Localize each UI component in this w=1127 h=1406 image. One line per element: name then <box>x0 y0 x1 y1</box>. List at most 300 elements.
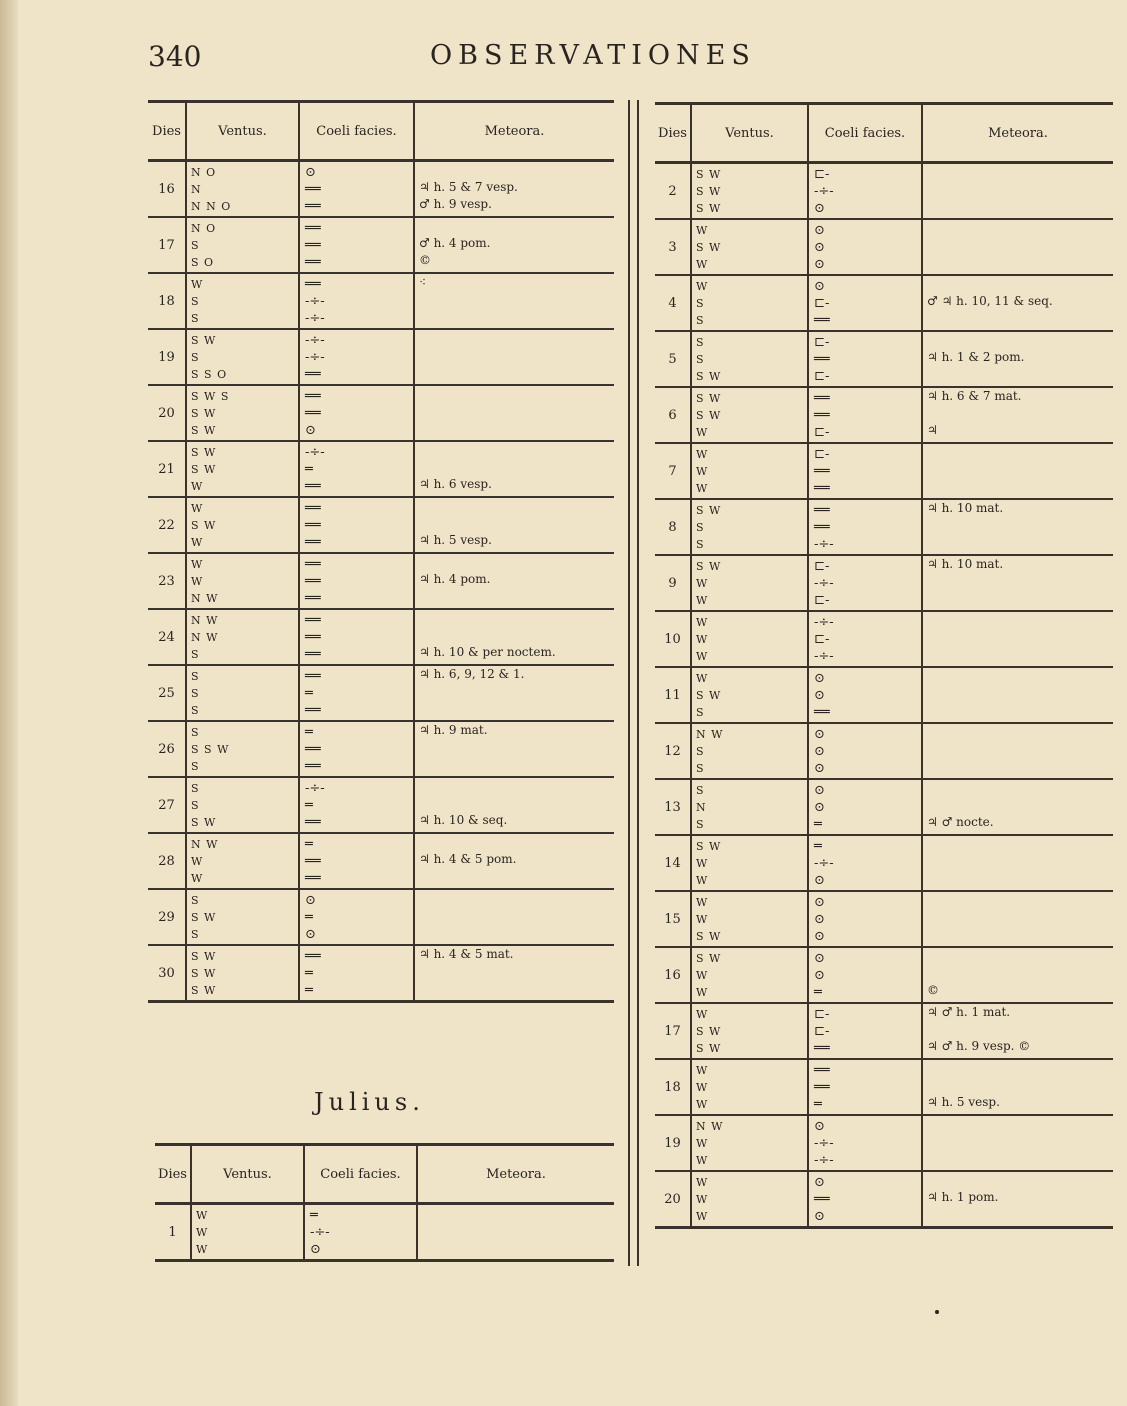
day-number: 11 <box>655 667 691 723</box>
meteora-note <box>419 498 614 515</box>
sky-symbol: ══ <box>305 702 321 718</box>
wind-direction: W <box>696 447 709 461</box>
wind-direction: S W <box>696 408 722 422</box>
sky-symbol: ⊏- <box>814 295 830 311</box>
meteora-cell <box>922 499 1113 555</box>
coeli-cell <box>808 779 922 835</box>
sky-symbol: ══ <box>305 254 321 270</box>
day-number: 7 <box>655 443 691 499</box>
coeli-cell <box>304 1204 417 1261</box>
sky-symbol: -÷- <box>310 1224 330 1240</box>
coeli-cell <box>808 331 922 387</box>
ventus-cell <box>186 441 299 497</box>
sky-symbol: ═ <box>305 982 313 998</box>
day-number: 5 <box>655 331 691 387</box>
ventus-cell <box>186 889 299 945</box>
wind-direction: W <box>696 593 709 607</box>
header-meteora: Meteora. <box>414 102 614 161</box>
meteora-note <box>927 590 1113 607</box>
ventus-cell <box>191 1204 304 1261</box>
meteora-cell <box>922 835 1113 891</box>
wind-direction: N O <box>191 165 217 179</box>
coeli-cell <box>808 947 922 1003</box>
header-ventus: Ventus. <box>691 104 808 163</box>
sky-symbol: ⊙ <box>814 278 825 294</box>
meteora-note: ♃ h. 5 vesp. <box>927 1095 1000 1109</box>
meteora-note <box>927 1021 1113 1038</box>
wind-direction: N W <box>191 613 219 627</box>
meteora-note <box>927 1206 1113 1223</box>
meteora-note <box>927 1116 1113 1133</box>
sky-symbol: ══ <box>814 704 830 720</box>
sky-symbol: ══ <box>814 407 830 423</box>
sky-symbol: ══ <box>814 312 830 328</box>
sky-symbol: ⊏- <box>814 166 830 182</box>
sky-symbol: -÷- <box>305 293 325 309</box>
sky-symbol: -÷- <box>305 332 325 348</box>
ventus-cell <box>691 1115 808 1171</box>
meteora-note <box>419 739 614 756</box>
meteora-note <box>927 237 1113 254</box>
sky-symbol: ══ <box>814 519 830 535</box>
sky-symbol: ══ <box>305 198 321 214</box>
meteora-note <box>927 164 1113 181</box>
day-number: 29 <box>148 889 186 945</box>
meteora-note <box>927 926 1113 943</box>
sky-symbol: ⊏- <box>814 446 830 462</box>
coeli-cell <box>299 665 414 721</box>
meteora-note <box>419 291 614 308</box>
wind-direction: S <box>191 798 200 812</box>
wind-direction: S <box>696 744 705 758</box>
table-row <box>655 723 1113 779</box>
meteora-note <box>419 442 614 459</box>
ventus-cell <box>186 665 299 721</box>
page-gutter <box>0 0 18 1406</box>
wind-direction: S <box>191 703 200 717</box>
ventus-cell <box>691 443 808 499</box>
table-row <box>655 611 1113 667</box>
sky-symbol: ⊙ <box>814 726 825 742</box>
meteora-note <box>422 1239 614 1256</box>
sky-symbol: ══ <box>814 502 830 518</box>
meteora-note <box>927 366 1113 383</box>
sky-symbol: -÷- <box>814 536 834 552</box>
coeli-cell <box>808 443 922 499</box>
table-row <box>148 385 614 441</box>
meteora-note <box>927 444 1113 461</box>
sky-symbol: ══ <box>305 405 321 421</box>
wind-direction: S W <box>191 983 217 997</box>
wind-direction: S W <box>696 688 722 702</box>
wind-direction: W <box>696 632 709 646</box>
meteora-note <box>419 778 614 795</box>
meteora-note <box>927 892 1113 909</box>
meteora-note: ♃ h. 5 vesp. <box>419 533 492 547</box>
meteora-note <box>927 1172 1113 1189</box>
wind-direction: W <box>696 615 709 629</box>
wind-direction: S <box>191 927 200 941</box>
meteora-note <box>927 741 1113 758</box>
wind-direction: S <box>696 537 705 551</box>
day-number: 30 <box>148 945 186 1002</box>
sky-symbol: ⊙ <box>814 928 825 944</box>
wind-direction: S W <box>696 184 722 198</box>
meteora-note: ♃ h. 10 & per noctem. <box>419 645 556 659</box>
wind-direction: S <box>191 725 200 739</box>
coeli-cell <box>299 777 414 833</box>
wind-direction: S S W <box>191 742 230 756</box>
meteora-cell <box>414 833 614 889</box>
sky-symbol: ═ <box>305 685 313 701</box>
day-number: 21 <box>148 441 186 497</box>
sky-symbol: -÷- <box>814 575 834 591</box>
wind-direction: S <box>191 893 200 907</box>
sky-symbol: ⊙ <box>305 926 316 942</box>
sky-symbol: ═ <box>814 816 822 832</box>
meteora-cell <box>922 1171 1113 1228</box>
sky-symbol: ══ <box>814 1040 830 1056</box>
meteora-cell <box>922 1059 1113 1115</box>
coeli-cell <box>808 835 922 891</box>
sky-symbol: ══ <box>305 556 321 572</box>
day-number: 16 <box>148 161 186 218</box>
meteora-note <box>927 853 1113 870</box>
meteora-note <box>419 980 614 997</box>
sky-symbol: ⊏- <box>814 334 830 350</box>
wind-direction: W <box>696 481 709 495</box>
meteora-note: © <box>927 983 939 997</box>
coeli-cell <box>299 161 414 218</box>
sky-symbol: ⊙ <box>814 239 825 255</box>
wind-direction: W <box>696 1063 709 1077</box>
day-number: 20 <box>655 1171 691 1228</box>
meteora-cell <box>414 889 614 945</box>
meteora-note <box>927 724 1113 741</box>
day-number: 2 <box>655 163 691 220</box>
sky-symbol: ══ <box>305 814 321 830</box>
wind-direction: S W <box>696 503 722 517</box>
meteora-note <box>419 963 614 980</box>
wind-direction: S W <box>191 423 217 437</box>
ventus-cell <box>186 273 299 329</box>
wind-direction: W <box>696 1175 709 1189</box>
meteora-note <box>927 909 1113 926</box>
wind-direction: W <box>696 985 709 999</box>
table-row <box>655 1003 1113 1059</box>
meteora-note <box>419 330 614 347</box>
coeli-cell <box>299 553 414 609</box>
meteora-note <box>419 700 614 717</box>
ventus-cell <box>691 835 808 891</box>
sky-symbol: ═ <box>310 1207 318 1223</box>
wind-direction: S <box>191 759 200 773</box>
meteora-note <box>927 1150 1113 1167</box>
sky-symbol: ⊙ <box>814 872 825 888</box>
ventus-cell <box>691 1059 808 1115</box>
day-number: 22 <box>148 497 186 553</box>
meteora-note: ♃ h. 1 & 2 pom. <box>927 350 1025 364</box>
meteora-note <box>927 181 1113 198</box>
wind-direction: S <box>191 686 200 700</box>
sky-symbol: ═ <box>305 965 313 981</box>
coeli-cell <box>808 163 922 220</box>
ventus-cell <box>691 667 808 723</box>
sky-symbol: ⊙ <box>814 799 825 815</box>
wind-direction: W <box>696 1153 709 1167</box>
day-number: 12 <box>655 723 691 779</box>
meteora-note <box>927 1060 1113 1077</box>
table-row <box>148 329 614 385</box>
wind-direction: W <box>191 501 204 515</box>
table-row <box>148 889 614 945</box>
meteora-note: ♃ h. 4 pom. <box>419 572 491 586</box>
meteora-cell <box>414 553 614 609</box>
coeli-cell <box>299 833 414 889</box>
wind-direction: N W <box>191 837 219 851</box>
sky-symbol: ⊙ <box>305 892 316 908</box>
coeli-cell <box>299 217 414 273</box>
table-row <box>148 777 614 833</box>
wind-direction: S <box>191 294 200 308</box>
meteora-cell <box>922 1115 1113 1171</box>
meteora-note: ♃ ♂ h. 1 mat. <box>927 1005 1011 1019</box>
wind-direction: W <box>696 1192 709 1206</box>
ventus-cell <box>186 553 299 609</box>
sky-symbol: ⊙ <box>814 743 825 759</box>
coeli-cell <box>808 1003 922 1059</box>
day-number: 16 <box>655 947 691 1003</box>
meteora-note <box>927 534 1113 551</box>
sky-symbol: ══ <box>305 948 321 964</box>
meteora-note: ♃ h. 6, 9, 12 & 1. <box>419 667 525 681</box>
table-row <box>148 217 614 273</box>
ventus-cell <box>691 1171 808 1228</box>
day-number: 9 <box>655 555 691 611</box>
coeli-cell <box>299 609 414 665</box>
wind-direction: W <box>696 464 709 478</box>
meteora-note <box>419 756 614 773</box>
wind-direction: W <box>196 1242 209 1256</box>
header-ventus: Ventus. <box>186 102 299 161</box>
wind-direction: S O <box>191 255 215 269</box>
meteora-note <box>927 405 1113 422</box>
wind-direction: S <box>696 705 705 719</box>
meteora-cell <box>922 443 1113 499</box>
ventus-cell <box>691 163 808 220</box>
sky-symbol: ═ <box>305 909 313 925</box>
day-number: 10 <box>655 611 691 667</box>
wind-direction: W <box>196 1225 209 1239</box>
table-row <box>655 947 1113 1003</box>
day-number: 18 <box>148 273 186 329</box>
meteora-note <box>419 610 614 627</box>
meteora-note: ♃ ♂ h. 9 vesp. © <box>927 1039 1031 1053</box>
wind-direction: S W <box>191 333 217 347</box>
wind-direction: S S O <box>191 367 228 381</box>
sky-symbol: ⊙ <box>305 422 316 438</box>
coeli-cell <box>808 499 922 555</box>
table-row <box>655 499 1113 555</box>
sky-symbol: ⊏- <box>814 592 830 608</box>
meteora-cell <box>922 387 1113 443</box>
meteora-note <box>927 870 1113 887</box>
meteora-note <box>419 364 614 381</box>
day-number: 19 <box>655 1115 691 1171</box>
header-meteora: Meteora. <box>417 1145 614 1204</box>
ventus-cell <box>691 219 808 275</box>
table-row <box>655 331 1113 387</box>
meteora-note <box>927 780 1113 797</box>
sky-symbol: ⊏- <box>814 558 830 574</box>
wind-direction: S <box>696 817 705 831</box>
meteora-note: ♃ h. 6 vesp. <box>419 477 492 491</box>
meteora-note <box>419 308 614 325</box>
sky-symbol: ══ <box>305 220 321 236</box>
sky-symbol: ═ <box>814 1096 822 1112</box>
wind-direction: N W <box>191 591 219 605</box>
wind-direction: W <box>191 574 204 588</box>
day-number: 25 <box>148 665 186 721</box>
coeli-cell <box>299 889 414 945</box>
wind-direction: N <box>696 800 707 814</box>
wind-direction: N <box>191 182 202 196</box>
meteora-note <box>419 420 614 437</box>
sky-symbol: ══ <box>814 351 830 367</box>
sky-symbol: ══ <box>305 517 321 533</box>
meteora-note: ♃ h. 9 mat. <box>419 723 488 737</box>
wind-direction: S W <box>696 1041 722 1055</box>
meteora-cell <box>414 721 614 777</box>
header-coeli: Coeli facies. <box>299 102 414 161</box>
left-observations-table <box>148 100 614 1003</box>
meteora-cell <box>922 611 1113 667</box>
ink-spot <box>935 1310 939 1314</box>
sky-symbol: ══ <box>305 478 321 494</box>
sky-symbol: -÷- <box>305 780 325 796</box>
wind-direction: S <box>696 783 705 797</box>
meteora-cell <box>414 777 614 833</box>
sky-symbol: ⊙ <box>814 967 825 983</box>
table-row <box>655 275 1113 331</box>
sky-symbol: ⊙ <box>814 687 825 703</box>
table-row <box>655 219 1113 275</box>
table-row <box>655 1115 1113 1171</box>
wind-direction: S W <box>696 201 722 215</box>
coeli-cell <box>808 219 922 275</box>
sky-symbol: ══ <box>814 1062 830 1078</box>
wind-direction: S W <box>191 518 217 532</box>
wind-direction: S <box>696 352 705 366</box>
coeli-cell <box>299 721 414 777</box>
left-table-body <box>148 161 614 1002</box>
header-dies: Dies <box>148 102 186 161</box>
sky-symbol: ⊙ <box>814 782 825 798</box>
wind-direction: W <box>191 479 204 493</box>
meteora-note <box>927 758 1113 775</box>
meteora-note: ♃ h. 10 & seq. <box>419 813 508 827</box>
wind-direction: S W <box>696 839 722 853</box>
day-number: 28 <box>148 833 186 889</box>
sky-symbol: -÷- <box>814 855 834 871</box>
sky-symbol: ═ <box>305 724 313 740</box>
sky-symbol: ⊙ <box>814 894 825 910</box>
coeli-cell <box>299 945 414 1002</box>
ventus-cell <box>691 331 808 387</box>
wind-direction: S <box>696 296 705 310</box>
meteora-note <box>927 276 1113 293</box>
sky-symbol: ══ <box>814 480 830 496</box>
meteora-note <box>419 868 614 885</box>
coeli-cell <box>808 1115 922 1171</box>
day-number: 23 <box>148 553 186 609</box>
meteora-note <box>927 629 1113 646</box>
meteora-note <box>927 254 1113 271</box>
meteora-cell <box>922 219 1113 275</box>
sky-symbol: ⊙ <box>814 256 825 272</box>
ventus-cell <box>691 611 808 667</box>
meteora-note <box>927 668 1113 685</box>
meteora-cell <box>414 441 614 497</box>
ventus-cell <box>691 499 808 555</box>
column-divider <box>628 100 639 1266</box>
wind-direction: W <box>696 895 709 909</box>
meteora-note: ♃ h. 4 & 5 pom. <box>419 852 517 866</box>
day-number: 18 <box>655 1059 691 1115</box>
sky-symbol: ══ <box>814 390 830 406</box>
meteora-note <box>927 198 1113 215</box>
wind-direction: N W <box>696 1119 724 1133</box>
table-row <box>148 497 614 553</box>
header-dies: Dies <box>655 104 691 163</box>
table-row <box>148 721 614 777</box>
wind-direction: S <box>696 761 705 775</box>
sky-symbol: -÷- <box>814 1135 834 1151</box>
wind-direction: S W <box>696 559 722 573</box>
wind-direction: W <box>191 854 204 868</box>
coeli-cell <box>808 1059 922 1115</box>
sky-symbol: ═ <box>814 838 822 854</box>
meteora-note: ♃ h. 5 & 7 vesp. <box>419 180 518 194</box>
meteora-note <box>927 310 1113 327</box>
table-row <box>148 161 614 218</box>
sky-symbol: ⊙ <box>814 760 825 776</box>
sky-symbol: ⊙ <box>814 222 825 238</box>
wind-direction: S W <box>696 929 722 943</box>
meteora-note: ♃ h. 10 mat. <box>927 501 1004 515</box>
day-number: 6 <box>655 387 691 443</box>
sky-symbol: ═ <box>305 797 313 813</box>
page-number: 340 <box>148 40 202 73</box>
meteora-cell <box>922 555 1113 611</box>
meteora-note: ♃ h. 4 & 5 mat. <box>419 947 514 961</box>
sky-symbol: ══ <box>305 237 321 253</box>
sky-symbol: ⊙ <box>814 950 825 966</box>
wind-direction: S W <box>696 391 722 405</box>
sky-symbol: ══ <box>305 388 321 404</box>
table-row <box>655 667 1113 723</box>
table-row <box>655 1171 1113 1228</box>
ventus-cell <box>691 555 808 611</box>
sky-symbol: -÷- <box>814 183 834 199</box>
meteora-note <box>422 1205 614 1222</box>
wind-direction: W <box>696 257 709 271</box>
sky-symbol: ══ <box>305 366 321 382</box>
wind-direction: W <box>696 1080 709 1094</box>
meteora-note <box>419 459 614 476</box>
ventus-cell <box>186 609 299 665</box>
coeli-cell <box>299 273 414 329</box>
